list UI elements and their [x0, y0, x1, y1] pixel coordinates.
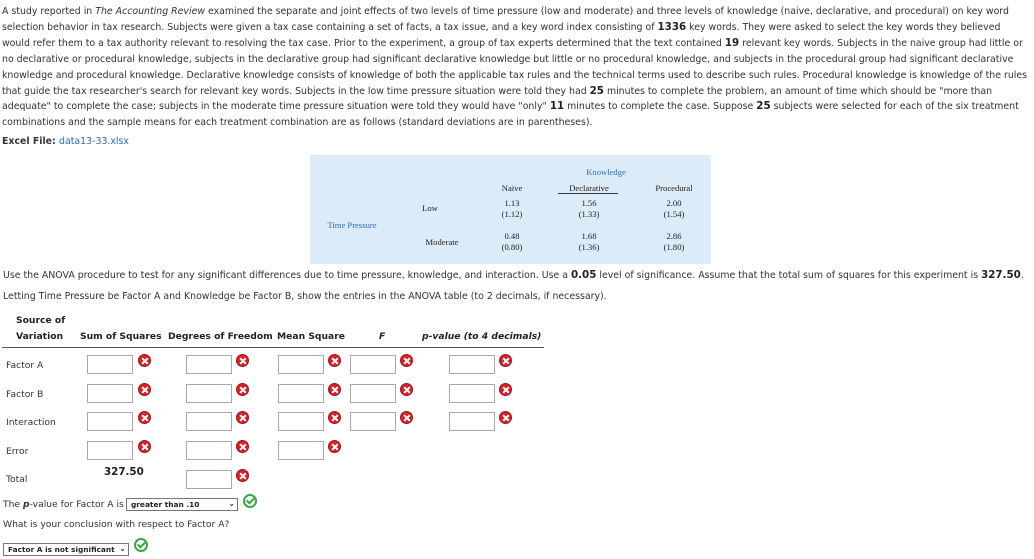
- error-ms-input[interactable]: [278, 441, 324, 460]
- incorrect-icon: [236, 411, 249, 424]
- incorrect-icon: [499, 354, 512, 367]
- header-degrees-of-freedom: Degrees of Freedom: [168, 331, 273, 342]
- factor-b-df-input[interactable]: [186, 384, 232, 403]
- low-naive-mean: 1.13: [504, 198, 520, 208]
- total-df-input[interactable]: [186, 470, 232, 489]
- error-df-input[interactable]: [186, 441, 232, 460]
- row-label-factor-a: Factor A: [6, 360, 44, 371]
- incorrect-icon: [236, 383, 249, 396]
- col-procedural: Procedural: [655, 183, 693, 193]
- factor-a-pvalue-selected: greater than .10: [131, 500, 200, 509]
- interaction-p-input[interactable]: [449, 412, 495, 431]
- factor-definitions: Letting Time Pressure be Factor A and Knowledge be Factor B, show the entries in the ANOVA table (to 2 decimals, if necessary).: [3, 291, 607, 302]
- chevron-down-icon: ⌄: [228, 499, 235, 508]
- interaction-ms-input[interactable]: [278, 412, 324, 431]
- problem-text: A study reported in The Accounting Review examined the separate and joint effects of two levels of time pressure (low and moderate) and three levels of knowledge (naive, declarative, and procedural) on key word selection behavior in tax research. Subjects were given a tax case containing a set of facts, a tax issue, and a key word index consisting of 1336 key words. They were asked to select the key words they believed would refer them to a tax authority relevant to resolving the tax case. Prior to the experiment, a group of tax experts determined that the text contained 19 relevant key words. Subjects in the naive group had little or no declarative or procedural knowledge, subjects in the declarative group had significant declarative knowledge but little or no procedural knowledge, and subjects in the procedural group had significant declarative knowledge and procedural knowledge. Declarative knowledge consists of knowledge of both the applicable tax rules and the technical terms used to describe such rules. Procedural knowledge is knowledge of the rules that guide the tax researcher's search for relevant key words. Subjects in the low time pressure situation were told they had 25 minutes to complete the problem, an amount of time which should be "more than adequate" to complete the case; subjects in the moderate time pressure situation were told they would have "only" 11 minutes to complete the case. Suppose 25 subjects were selected for each of the six treatment combinations and the sample means for each treatment combination are as follows (standard deviations are in parentheses).: [2, 6, 1028, 129]
- incorrect-icon: [138, 383, 151, 396]
- col-declarative: Declarative: [569, 183, 609, 193]
- factor-a-f-input[interactable]: [350, 355, 396, 374]
- factor-b-p-input[interactable]: [449, 384, 495, 403]
- factor-a-ss-input[interactable]: [87, 355, 133, 374]
- incorrect-icon: [499, 411, 512, 424]
- q2-prompt: What is your conclusion with respect to Factor A?: [3, 519, 230, 530]
- incorrect-icon: [400, 411, 413, 424]
- row-label-factor-b: Factor B: [6, 389, 44, 400]
- excel-file-link[interactable]: data13-33.xlsx: [59, 136, 129, 147]
- incorrect-icon: [400, 354, 413, 367]
- correct-check-icon: [134, 538, 148, 552]
- interaction-df-input[interactable]: [186, 412, 232, 431]
- header-mean-square: Mean Square: [277, 331, 346, 342]
- incorrect-icon: [138, 411, 151, 424]
- incorrect-icon: [328, 383, 341, 396]
- mod-naive-mean: 0.48: [504, 231, 520, 241]
- time-pressure-label: Time Pressure: [327, 220, 377, 230]
- mod-naive-sd: (0.80): [501, 242, 523, 252]
- factor-b-f-input[interactable]: [350, 384, 396, 403]
- low-procedural-sd: (1.54): [663, 209, 685, 219]
- knowledge-means-table: [310, 155, 711, 264]
- interaction-ss-input[interactable]: [87, 412, 133, 431]
- journal-title: The Accounting Review: [95, 6, 206, 17]
- incorrect-icon: [328, 354, 341, 367]
- factor-a-p-input[interactable]: [449, 355, 495, 374]
- mod-declarative-mean: 1.68: [581, 231, 597, 241]
- low-naive-sd: (1.12): [501, 209, 523, 219]
- low-declarative-mean: 1.56: [581, 198, 597, 208]
- incorrect-icon: [400, 383, 413, 396]
- mod-procedural-sd: (1.80): [663, 242, 685, 252]
- row-label-interaction: Interaction: [6, 417, 56, 428]
- incorrect-icon: [236, 440, 249, 453]
- correct-check-icon: [243, 494, 257, 508]
- header-f: F: [379, 331, 386, 342]
- row-low-label: Low: [422, 203, 438, 213]
- incorrect-icon: [328, 440, 341, 453]
- factor-b-ss-input[interactable]: [87, 384, 133, 403]
- factor-a-ms-input[interactable]: [278, 355, 324, 374]
- header-p-value: p-value (to 4 decimals): [422, 331, 542, 342]
- error-ss-input[interactable]: [87, 441, 133, 460]
- header-divider: [2, 347, 544, 348]
- q1-prompt: The p-value for Factor A is: [3, 499, 124, 510]
- incorrect-icon: [138, 354, 151, 367]
- interaction-f-input[interactable]: [350, 412, 396, 431]
- factor-a-conclusion-selected: Factor A is not significant: [8, 545, 115, 554]
- chevron-down-icon: ⌄: [119, 544, 126, 553]
- factor-b-ms-input[interactable]: [278, 384, 324, 403]
- excel-file-line: [2, 136, 129, 147]
- factor-a-pvalue-select[interactable]: [126, 498, 238, 511]
- factor-a-conclusion-select[interactable]: [3, 543, 129, 556]
- incorrect-icon: [138, 440, 151, 453]
- incorrect-icon: [236, 354, 249, 367]
- anova-instructions: Use the ANOVA procedure to test for any significant differences due to time pressure, knowledge, and interaction. Use a 0.05 level of significance. Assume that the total sum of squares for this experiment is 327.50.: [3, 269, 1024, 281]
- row-label-error: Error: [6, 446, 29, 457]
- row-moderate-label: Moderate: [425, 237, 459, 247]
- mod-procedural-mean: 2.86: [666, 231, 682, 241]
- incorrect-icon: [328, 411, 341, 424]
- declarative-underline: [558, 193, 618, 194]
- excel-file-label: Excel File:: [2, 136, 60, 147]
- incorrect-icon: [236, 469, 249, 482]
- low-procedural-mean: 2.00: [666, 198, 682, 208]
- knowledge-header: Knowledge: [586, 167, 626, 177]
- factor-a-df-input[interactable]: [186, 355, 232, 374]
- header-source-line2: Variation: [16, 331, 64, 342]
- mod-declarative-sd: (1.36): [578, 242, 600, 252]
- incorrect-icon: [499, 383, 512, 396]
- low-declarative-sd: (1.33): [578, 209, 600, 219]
- total-ss-value: 327.50: [104, 466, 144, 478]
- row-label-total: Total: [6, 474, 28, 485]
- header-source-line1: Source of: [16, 315, 66, 326]
- col-naive: Naive: [501, 183, 523, 193]
- header-sum-of-squares: Sum of Squares: [80, 331, 162, 342]
